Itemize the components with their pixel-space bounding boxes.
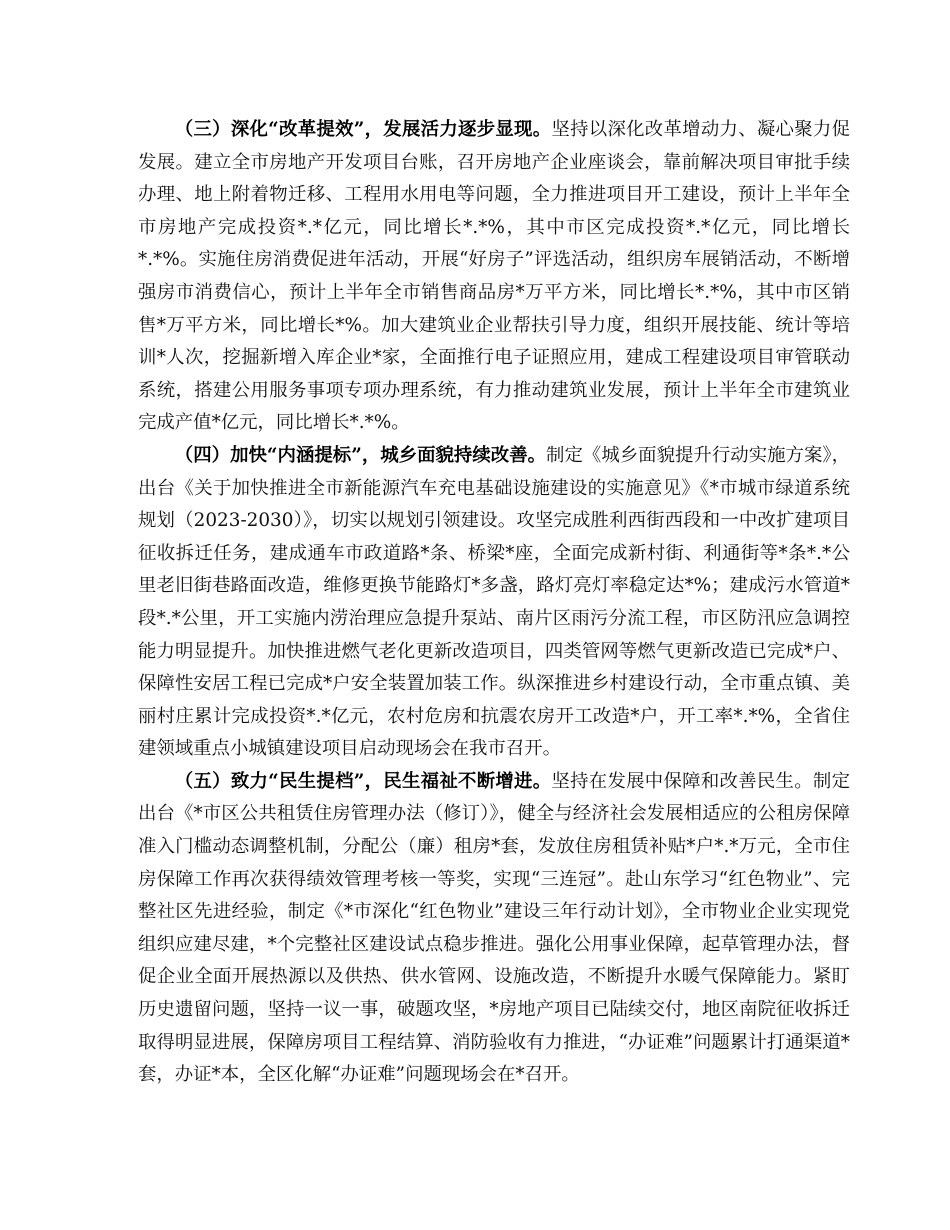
paragraph-urban-rural-appearance	[138, 440, 850, 766]
paragraph-heading: （三）深化“改革提效”，发展活力逐步显现。	[174, 119, 552, 140]
paragraph-text: 坚持以深化改革增动力、凝心聚力促发展。建立全市房地产开发项目台账，召开房地产企业座谈会，靠前解决项目审批手续办理、地上附着物迁移、工程用水用电等问题，全力推进项目开工建设，预计上半年全市房地产完成投资*.*亿元，同比增长*.*%，其中市区完成投资*.*亿元，同比增长*.*%。实施住房消费促进年活动，开展“好房子”评选活动，组织房车展销活动，不断增强房市消费信心，预计上半年全市销售商品房*万平方米，同比增长*.*%，其中市区销售*万平方米，同比增长*%。加大建筑业企业帮扶引导力度，组织开展技能、统计等培训*人次，挖掘新增入库企业*家，全面推行电子证照应用，建成工程建设项目审管联动系统，搭建公用服务事项专项办理系统，有力推动建筑业发展，预计上半年全市建筑业完成产值*亿元，同比增长*.*%。	[138, 119, 850, 434]
paragraph-heading: （四）加快“内涵提标”，城乡面貌持续改善。	[174, 444, 547, 466]
paragraph-text: 坚持在发展中保障和改善民生。制定出台《*市区公共租赁住房管理办法（修订）》，健全与经济社会发展相适应的公租房保障准入门槛动态调整机制，分配公（廉）租房*套，发放住房租赁补贴*户*.*万元，全市住房保障工作再次获得绩效管理考核一等奖，实现“三连冠”。赴山东学习“红色物业”、完整社区先进经验，制定《*市深化“红色物业”建设三年行动计划》，全市物业企业实现党组织应建尽建，*个完整社区建设试点稳步推进。强化公用事业保障，起草管理办法，督促企业全面开展热源以及供热、供水管网、设施改造，不断提升水暖气保障能力。紧盯历史遗留问题，坚持一议一事，破题攻坚，*房地产项目已陆续交付，地区南院征收拆迁取得明显进展，保障房项目工程结算、消防验收有力推进，“办证难”问题累计打通渠道*套，办证*本，全区化解“办证难”问题现场会在*召开。	[138, 770, 850, 1086]
paragraph-reform-efficiency	[138, 114, 850, 440]
paragraph-livelihood	[138, 766, 850, 1092]
document-body	[138, 114, 850, 1092]
paragraph-heading: （五）致力“民生提档”，民生福祉不断增进。	[174, 770, 552, 792]
paragraph-text: 制定《城乡面貌提升行动实施方案》，出台《关于加快推进全市新能源汽车充电基础设施建设的实施意见》《*市城市绿道系统规划（2023-2030）》，切实以规划引领建设。攻坚完成胜利西街西段和一中改扩建项目征收拆迁任务，建成通车市政道路*条、桥梁*座，全面完成新村街、利通街等*条*.*公里老旧街巷路面改造，维修更换节能路灯*多盏，路灯亮灯率稳定达*%；建成污水管道*段*.*公里，开工实施内涝治理应急提升泵站、南片区雨污分流工程，市区防汛应急调控能力明显提升。加快推进燃气老化更新改造项目，四类管网等燃气更新改造已完成*户、保障性安居工程已完成*户安全装置加装工作。纵深推进乡村建设行动，全市重点镇、美丽村庄累计完成投资*.*亿元，农村危房和抗震农房开工改造*户，开工率*.*%，全省住建领域重点小城镇建设项目启动现场会在我市召开。	[138, 444, 850, 760]
